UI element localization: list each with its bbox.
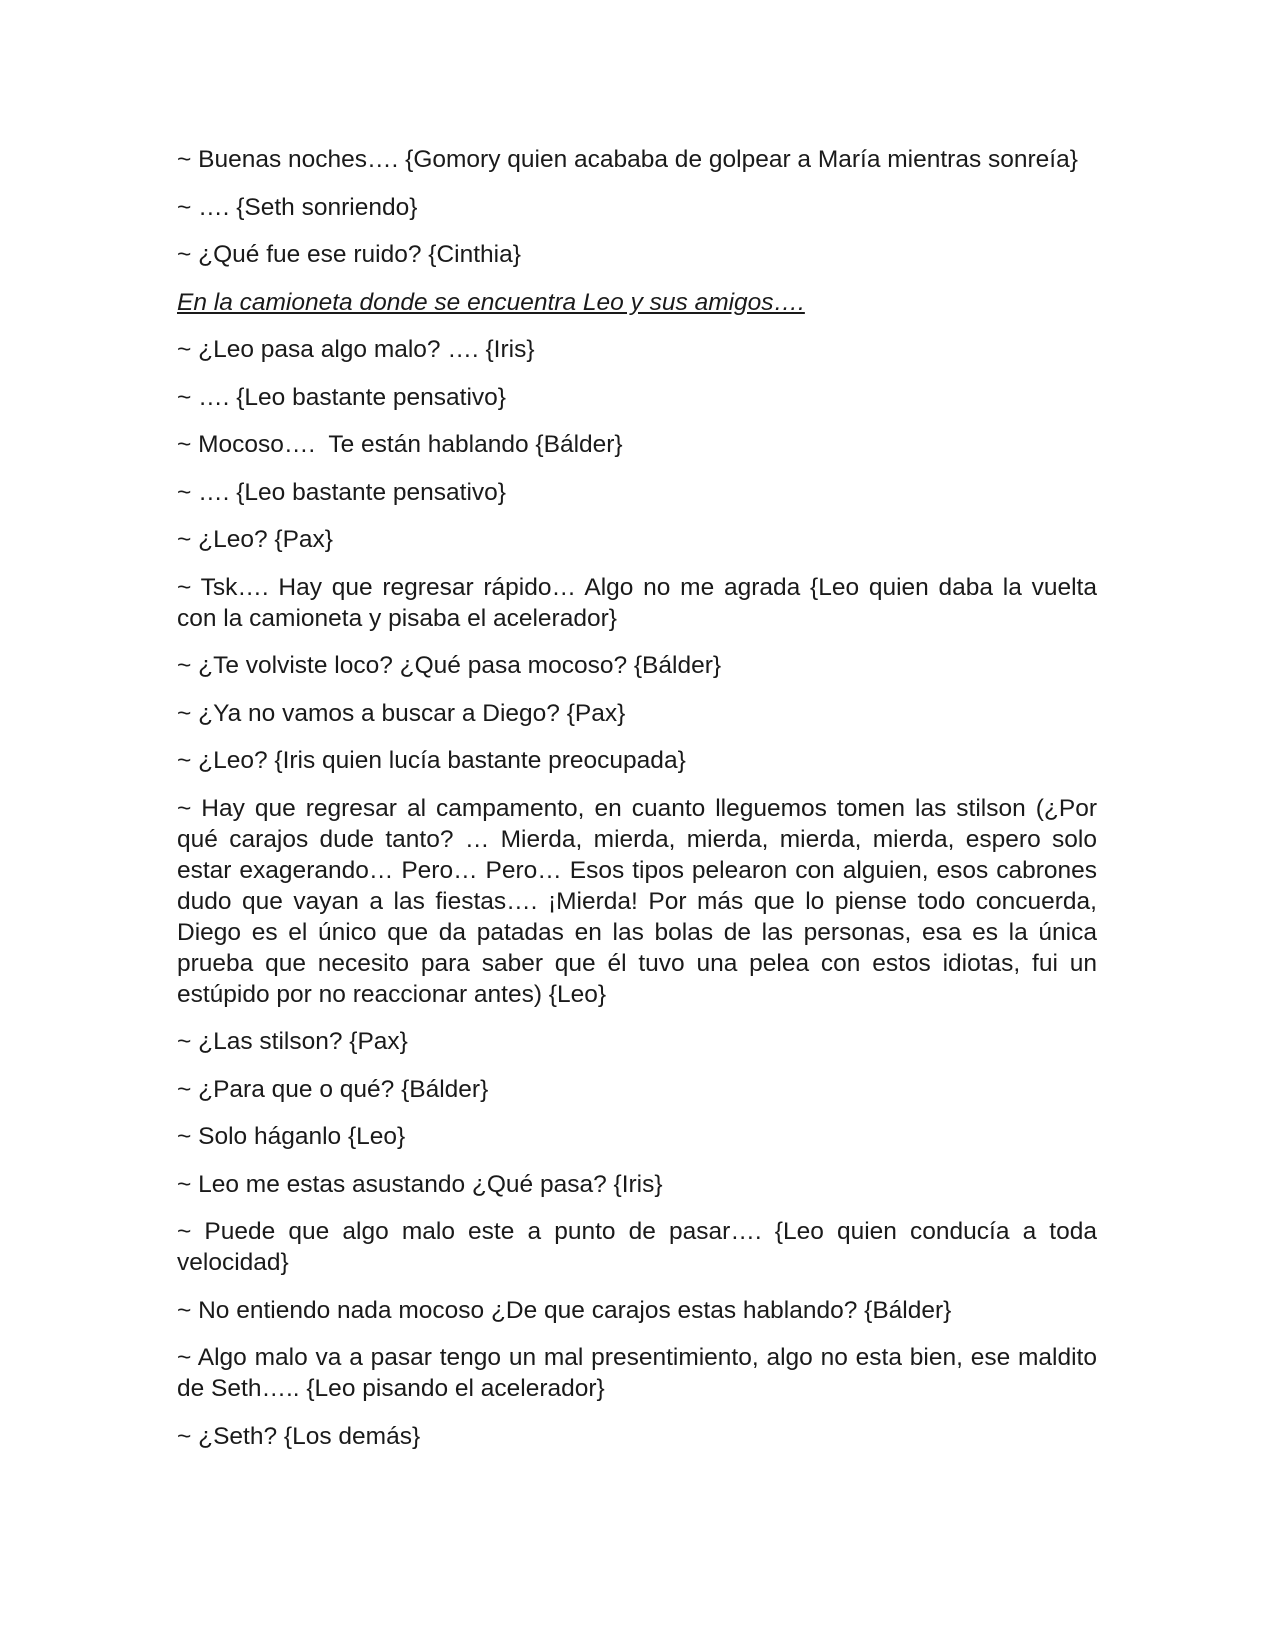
dialogue-line: ~ ¿Leo? {Pax} <box>177 526 333 553</box>
dialogue-line: ~ Leo me estas asustando ¿Qué pasa? {Iris} <box>177 1170 663 1198</box>
dialogue-line: ~ Solo háganlo {Leo} <box>177 1123 406 1150</box>
dialogue-line: ~ ¿Leo pasa algo malo? …. {Iris} <box>177 336 535 363</box>
dialogue-line: ~ …. {Leo bastante pensativo} <box>177 478 506 506</box>
dialogue-line: ~ ¿Para que o qué? {Bálder} <box>177 1075 489 1103</box>
document-page <box>177 144 1097 1468</box>
dialogue-line: ~ ¿Ya no vamos a buscar a Diego? {Pax} <box>177 699 626 727</box>
dialogue-line: ~ Mocoso…. Te están hablando {Bálder} <box>177 431 623 458</box>
dialogue-line: ~ ¿Seth? {Los demás} <box>177 1422 421 1450</box>
dialogue-line: ~ Buenas noches…. {Gomory quien acababa de golpear a María mientras sonreía} <box>177 146 1078 173</box>
dialogue-paragraph: ~ Puede que algo malo este a punto de pasar…. {Leo quien conducía a toda velocidad} <box>177 1218 1097 1276</box>
dialogue-line: ~ ¿Las stilson? {Pax} <box>177 1028 408 1055</box>
dialogue-paragraph: ~ Tsk…. Hay que regresar rápido… Algo no me agrada {Leo quien daba la vuelta con la camioneta y pisaba el acelerador} <box>177 573 1097 632</box>
dialogue-line: ~ ¿Te volviste loco? ¿Qué pasa mocoso? {Bálder} <box>177 652 722 679</box>
dialogue-line: ~ No entiendo nada mocoso ¿De que carajos estas hablando? {Bálder} <box>177 1296 952 1324</box>
dialogue-line: ~ ¿Qué fue ese ruido? {Cinthia} <box>177 241 521 268</box>
dialogue-line: ~ …. {Seth sonriendo} <box>177 193 418 221</box>
dialogue-paragraph: ~ Hay que regresar al campamento, en cuanto lleguemos tomen las stilson (¿Por qué carajos dude tanto? … Mierda, mierda, mierda, mierda, mierda, espero solo estar exagerando… Pero… Pero… Esos tipos pelearon con alguien, esos cabrones dudo que vayan a las fiestas…. ¡Mierda! Por más que lo piense todo concuerda, Diego es el único que da patadas en las bolas de las personas, esa es la única prueba que necesito para saber que él tuvo una pelea con estos idiotas, fui un estúpido por no reaccionar antes) {Leo} <box>177 794 1097 1008</box>
dialogue-line: ~ …. {Leo bastante pensativo} <box>177 383 506 411</box>
dialogue-paragraph: ~ Algo malo va a pasar tengo un mal presentimiento, algo no esta bien, ese maldito de Seth….. {Leo pisando el acelerador} <box>177 1344 1097 1402</box>
dialogue-line: ~ ¿Leo? {Iris quien lucía bastante preocupada} <box>177 747 686 774</box>
scene-heading: En la camioneta donde se encuentra Leo y sus amigos…. <box>177 288 805 316</box>
